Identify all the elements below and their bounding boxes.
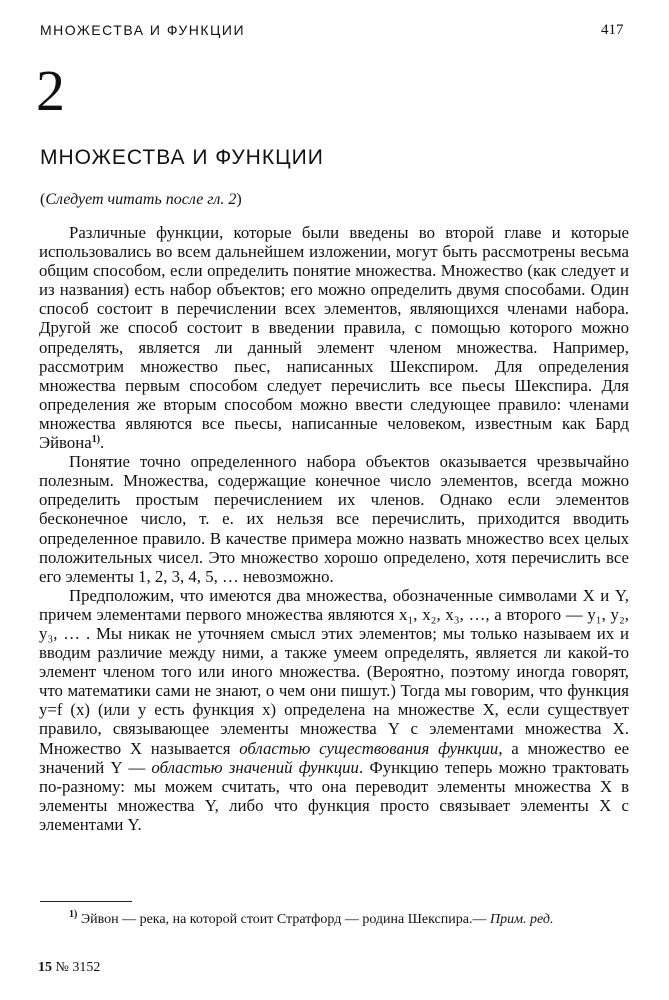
chapter-reading-note bbox=[40, 191, 242, 209]
footnote-mark: 1) bbox=[69, 909, 78, 920]
sheet-number: 15 bbox=[38, 960, 52, 975]
paragraph-3-part-b: , а множество ее значений Y — bbox=[39, 738, 630, 777]
page-number: 417 bbox=[601, 22, 624, 38]
footnote bbox=[39, 910, 627, 930]
footnote-attribution: Прим. ред. bbox=[489, 912, 554, 927]
term-domain: областью существования функции bbox=[239, 738, 499, 758]
order-number: № 3152 bbox=[55, 960, 101, 975]
running-head: МНОЖЕСТВА И ФУНКЦИИ bbox=[40, 22, 246, 38]
chapter-number: 2 bbox=[36, 58, 65, 123]
paragraph-1 bbox=[39, 223, 629, 452]
printer-signature bbox=[38, 960, 100, 976]
paragraph-2: Понятие точно определенного набора объектов оказывается чрезвычайно полезным. Множества, содержащие конечное число элементов, всегда можно определить простым перечислением их членов. Однако если элементов бесконечное число, т. е. их нельзя все перечислить, приходится вводить определенное правило. В качестве примера можно назвать множество всех целых положительных чисел. Это множество хорошо определено, хотя перечислить все его элементы 1, 2, 3, 4, 5, … невозможно. bbox=[39, 452, 629, 586]
paragraph-1-end: . bbox=[100, 433, 105, 453]
term-range: областью значений функции bbox=[151, 757, 359, 777]
note-open-paren: ( bbox=[40, 191, 46, 208]
main-text bbox=[39, 223, 629, 834]
paragraph-1-text: Различные функции, которые были введены во второй главе и которые использовались во всем дальнейшем изложении, могут быть рассмотрены весьма общим способом, если определить понятие множества. Множество (как следует и из названия) есть набор объектов; его можно определить двумя способами. Один способ состоит в перечислении всех элементов, являющихся членами набора. Другой же способ состоит в введении правила, с помощью которого можно определять, является ли данный элемент членом множества. Например, рассмотрим множество пьес, написанных Шекспиром. Для определения множества первым способом следует перечислить все пьесы Шекспира. Для определения же вторым способом можно ввести следующее правило: членами множества являются все пьесы, написанные человеком, известным как Бард Эйвона bbox=[39, 223, 629, 453]
footnote-text: Эйвон — река, на которой стоит Стратфорд — родина Шекспира.— bbox=[77, 912, 490, 927]
footnote-divider bbox=[40, 901, 132, 902]
paragraph-3 bbox=[39, 586, 629, 834]
paragraph-3-part-a: Предположим, что имеются два множества, обозначенные символами X и Y, причем элементами первого множества являются x₁, x₂, x₃, …, а второго — y₁, y₂, y₃, … . Мы никак не уточняем смысл этих элементов; мы только называем их и вводим различие между ними, а также умеем определять, является ли какой-то элемент членом того или иного множества. (Вероятно, поэтому иногда говорят, что математики сами не знают, о чем они пишут.) Тогда мы говорим, что функция y=f (x) (или y есть функция x) определена на множестве X, если существует правило, связывающее элементы множества Y с элементами множества X. Множество X называется bbox=[39, 585, 629, 758]
note-text: Следует читать после гл. 2 bbox=[45, 191, 237, 208]
note-close-paren: ) bbox=[236, 191, 242, 208]
chapter-title: МНОЖЕСТВА И ФУНКЦИИ bbox=[40, 146, 324, 169]
paragraph-3-part-c: . Функцию теперь можно трактовать по-разному: мы можем считать, что она переводит элементы множества X в элементы множества Y, либо что функция просто связывает элементы X с элементами Y. bbox=[39, 757, 629, 834]
footnote-reference[interactable]: 1) bbox=[91, 434, 101, 446]
